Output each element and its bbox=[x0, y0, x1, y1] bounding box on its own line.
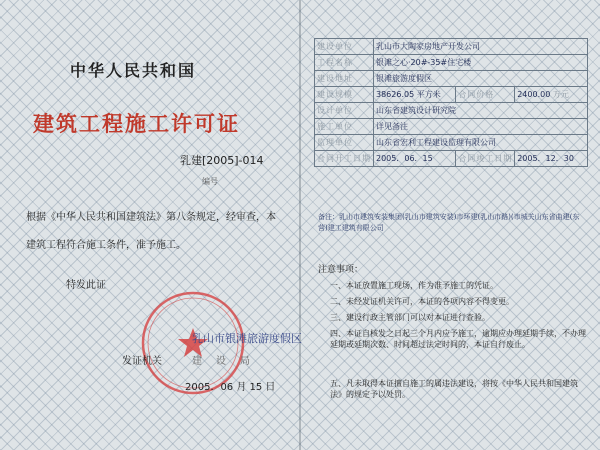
notes-title: 注意事项： bbox=[318, 265, 364, 275]
field-value bbox=[515, 87, 588, 103]
field-label: 设计单位 bbox=[315, 103, 374, 119]
legal-basis-line-2: 建筑工程符合施工条件，准予施工。 bbox=[26, 240, 186, 251]
note-item: 一、本证放置施工现场，作为准予施工的凭证。 bbox=[330, 281, 498, 290]
field-value: 2005．06．15 bbox=[374, 151, 456, 167]
table-row bbox=[315, 55, 588, 71]
note-item: 三、建设行政主管部门可以对本证进行查验。 bbox=[330, 313, 490, 322]
table-row bbox=[315, 87, 588, 103]
note-item: 四、本证自核发之日起三个月内应予施工，逾期应办理延期手续，不办理延期或延期次数、时间超过法定时间的，本证自行废止。 bbox=[330, 329, 586, 349]
field-value: 详见备注 bbox=[374, 119, 588, 135]
permit-title: 建筑工程施工许可证 bbox=[33, 112, 240, 136]
field-value: 银滩旅游度假区 bbox=[374, 71, 588, 87]
legal-basis-line-1: 根据《中华人民共和国建筑法》第八条规定，经审查，本 bbox=[26, 212, 276, 223]
certificate-number: 乳建[2005]-014 bbox=[180, 154, 264, 167]
table-row bbox=[315, 39, 588, 55]
field-label: 合同价格 bbox=[456, 87, 515, 103]
field-label: 建设单位 bbox=[315, 39, 374, 55]
table-row bbox=[315, 71, 588, 87]
note-item: 五、凡未取得本证擅自施工的属违法建设，将按《中华人民共和国建筑法》的规定予以处罚。 bbox=[330, 379, 578, 399]
certificate-number-label: 编号 bbox=[202, 177, 218, 186]
issuing-authority-label: 发证机关 bbox=[122, 356, 162, 367]
field-label: 施工单位 bbox=[315, 119, 374, 135]
country-name: 中华人民共和国 bbox=[70, 61, 197, 80]
issuing-bureau: 建 设 局 bbox=[192, 356, 252, 367]
special-issue-text: 特发此证 bbox=[66, 280, 106, 291]
field-label: 工程名称 bbox=[315, 55, 374, 71]
field-label: 建设地址 bbox=[315, 71, 374, 87]
field-label: 合同开工日期 bbox=[315, 151, 374, 167]
field-value: 2005．12．30 bbox=[515, 151, 588, 167]
field-value: 山东省宏利工程建设监理有限公司 bbox=[374, 135, 588, 151]
table-row bbox=[315, 135, 588, 151]
fold-line bbox=[299, 0, 301, 450]
issue-date: 2005．06 月 15 日 bbox=[185, 382, 276, 393]
table-row bbox=[315, 151, 588, 167]
field-value: 山东省建筑设计研究院 bbox=[374, 103, 588, 119]
table-row bbox=[315, 103, 588, 119]
price-unit: 万元 bbox=[552, 90, 569, 99]
remark-text: 备注：乳山市建筑安装集团(乳山市建筑安装)市环建(乳山市路)(市城关山东省曲建(东营)建工建筑有限公司 bbox=[318, 213, 580, 232]
project-info-table bbox=[314, 38, 588, 167]
issuing-organization: 乳山市银滩旅游度假区 bbox=[192, 332, 302, 345]
field-value: 38626.05 平方米 bbox=[374, 87, 456, 103]
table-row bbox=[315, 119, 588, 135]
contract-price: 2400.00 bbox=[517, 90, 551, 99]
field-label: 监理单位 bbox=[315, 135, 374, 151]
field-value: 乳山市大陶家房地产开发公司 bbox=[374, 39, 588, 55]
field-label: 建设规模 bbox=[315, 87, 374, 103]
note-item: 二、未经发证机关许可，本证的各项内容不得变更。 bbox=[330, 297, 514, 306]
field-label: 合同竣工日期 bbox=[456, 151, 515, 167]
field-value: 银滩之心·20#-35#住宅楼 bbox=[374, 55, 588, 71]
